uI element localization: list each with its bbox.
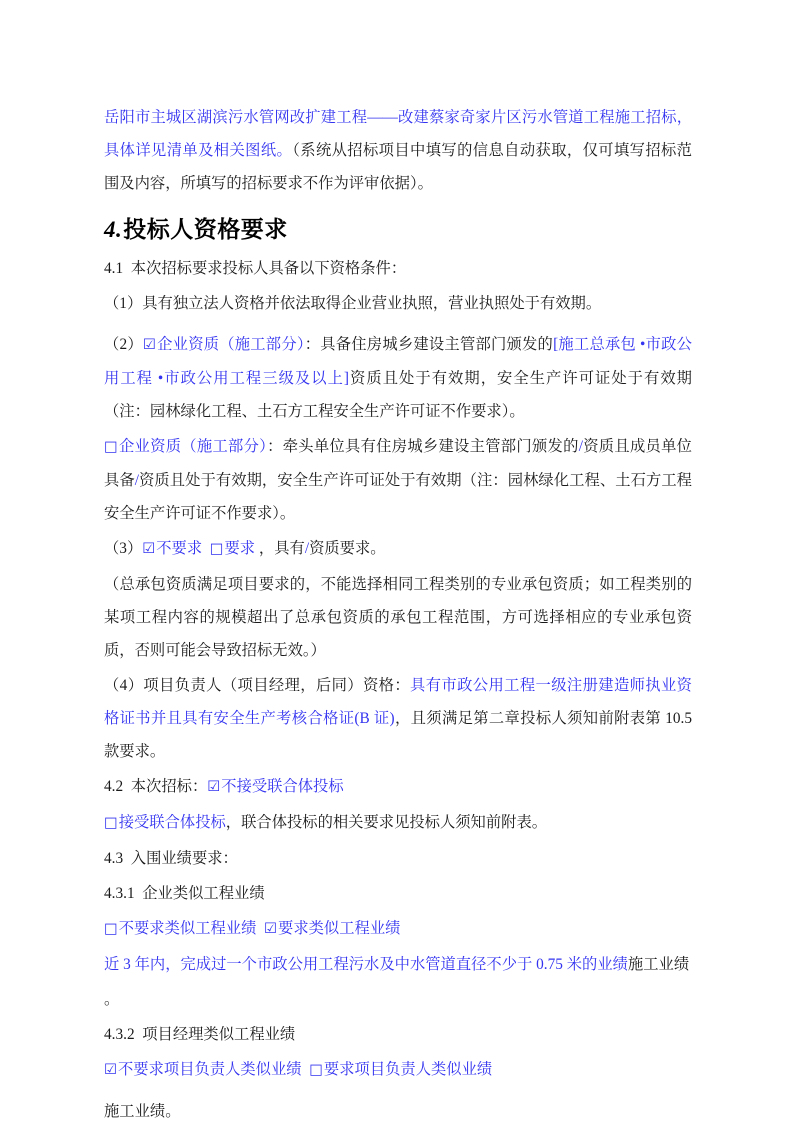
text-run: ，联合体投标的相关要求见投标人须知前附表。 [225,814,548,831]
text-run: 4.3.1 企业类似工程业绩 [104,885,265,902]
clause-4-1 [104,252,692,285]
text-run: （总承包资质满足项目要求的，不能选择相同工程类别的专业承包资质；如工程类别的某项工程内容的规模超出了总承包资质的承包工程范围，方可选择相应的专业承包资质，否则可能会导致招标无效。） [104,576,692,659]
text-run: [施工总承包 •市政公用工程 •市政公用工程三级及以上] [104,336,692,387]
checkbox-checked-icon: ☑ [207,779,221,795]
clause-4-1-item-3-note [104,568,692,667]
checkbox-unchecked-icon: □ [104,439,118,455]
text-run: 接受联合体投标 [118,814,226,831]
section-heading-title: 投标人资格要求 [123,216,288,242]
checkbox-unchecked-icon: □ [309,1062,323,1078]
checkbox-checked-icon: ☑ [264,921,278,937]
text-run: 4.3 入围业绩要求： [104,850,238,867]
document-intro [104,101,692,200]
text-run: 要求类似工程业绩 [278,920,401,937]
text-run: 资质要求。 [309,540,386,557]
clause-4-1-item-2-consortium-qualification-unchecked [104,430,692,530]
text-run: / [134,472,139,489]
clause-4-1-item-4-project-manager [104,669,696,768]
text-run: / [578,438,583,455]
text-run: 企业资质（施工部分） [118,438,268,455]
text-run: 不接受联合体投标 [221,778,344,795]
checkbox-checked-icon: ☑ [104,1062,117,1078]
text-run: 企业资质（施工部分） [156,336,305,353]
clause-4-3 [104,842,692,875]
clause-4-1-item-3 [104,532,692,566]
clause-4-2-consortium-accepted-unchecked [104,806,692,840]
clause-4-3-2 [104,1018,692,1051]
checkbox-unchecked-icon: □ [104,815,118,831]
text-run: ：具备住房城乡建设主管部门颁发的 [304,336,554,353]
text-run: 不要求 [156,540,210,557]
clause-4-3-1-options [104,912,692,946]
text-run: 4.2 本次招标： [104,778,208,795]
text-run: （4）项目负责人（项目经理，后同）资格： [104,677,411,694]
clause-4-3-1-requirement-period [104,983,692,1016]
text-run: 要求项目负责人类似业绩 [323,1061,493,1078]
text-run: 4.1 本次招标要求投标人具备以下资格条件： [104,260,407,277]
clause-4-1-item-1 [104,287,692,320]
text-run: 不要求项目负责人类似业绩 [118,1061,310,1078]
text-run: / [304,540,310,557]
checkbox-unchecked-icon: □ [209,541,224,557]
text-run: 近 3 年内，完成过一个市政公用工程污水及中水管道直径不少于 0.75 米的业绩 [104,956,628,973]
checkbox-checked-icon: ☑ [142,541,156,557]
text-run: 施工业绩。 [104,1103,181,1120]
checkbox-unchecked-icon: □ [104,921,118,937]
document-body [104,252,696,1122]
text-run: 要求 [224,540,256,557]
text-run: （1）具有独立法人资格并依法取得企业营业执照，营业执照处于有效期。 [104,295,602,312]
clause-4-2-consortium-not-accepted [104,770,692,804]
text-run: ，且须满足第二章投标人须知前附表第 10.5 款要求。 [104,710,696,760]
paragraph-project-scope [104,101,692,200]
text-run: 资质且处于有效期，安全生产许可证处于有效期（注：园林绿化工程、土石方工程安全生产许可证不作要求）。 [104,370,692,420]
clause-4-3-1 [104,877,692,910]
text-run: ：牵头单位具有住房城乡建设主管部门颁发的 [267,438,579,455]
clause-4-3-2-options [104,1053,692,1087]
text-run: 岳阳市主城区湖滨污水管网改扩建工程——改建蔡家奇家片区污水管道工程施工招标，具体详见清单及相关图纸。 [104,109,692,159]
text-run: （系统从招标项目中填写的信息自动获取，仅可填写招标范围及内容，所填写的招标要求不作为评审依据）。 [104,142,692,192]
text-run: 资质且处于有效期，安全生产许可证处于有效期（注：园林绿化工程、土石方工程安全生产许可证不作要求）。 [104,472,692,522]
text-run: 不要求类似工程业绩 [118,920,265,937]
clause-4-1-item-2-enterprise-qualification-checked [104,328,692,428]
text-run: 4.3.2 项目经理类似工程业绩 [104,1026,296,1043]
clause-4-3-1-requirement [104,948,692,981]
clause-4-3-2-tail [104,1095,692,1122]
section-heading [104,214,692,245]
text-run: 具有市政公用工程一级注册建造师执业资格证书并且具有安全生产考核合格证(B 证) [104,677,692,727]
section-heading-number: 4. [104,217,123,242]
text-run: 资质且成员单位具备 [104,438,692,489]
text-run: 施工业绩 [627,956,690,973]
text-run: （2） [104,336,143,353]
checkbox-checked-icon: ☑ [142,337,156,353]
text-run: ，具有 [255,540,305,557]
text-run: （3） [104,540,143,557]
text-run: 。 [104,991,120,1008]
